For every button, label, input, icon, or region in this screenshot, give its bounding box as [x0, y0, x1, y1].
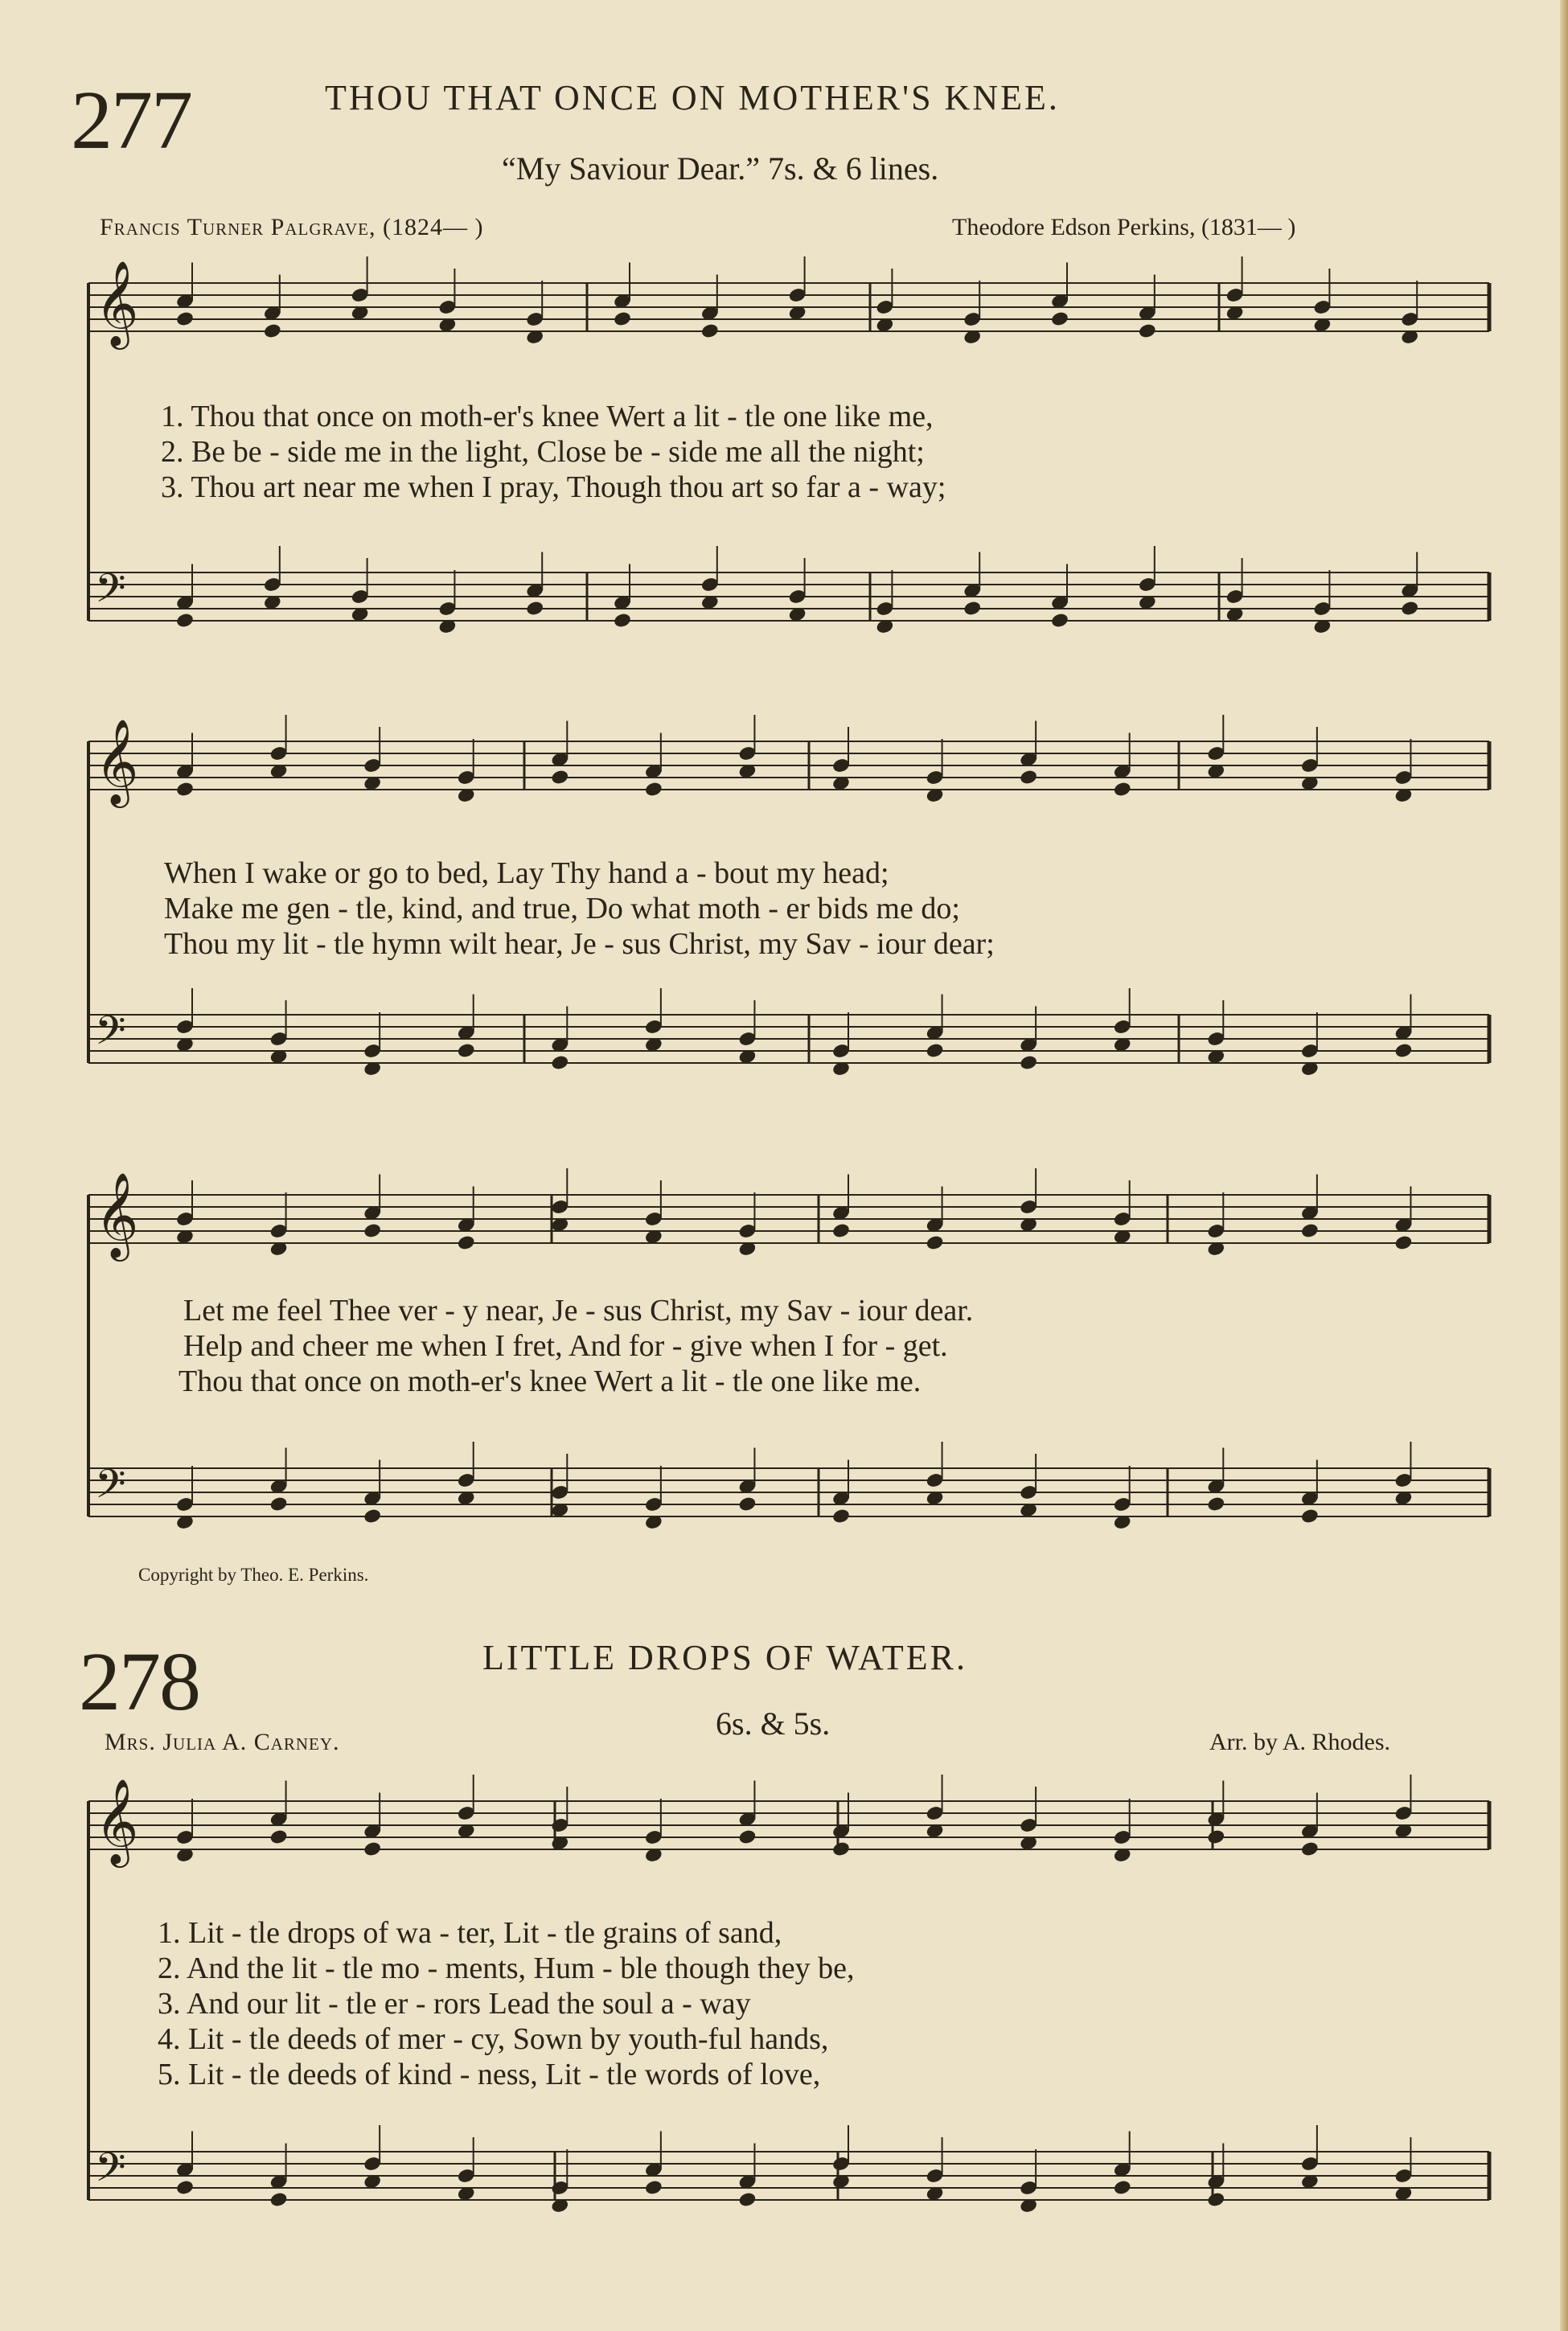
lyric-line: Let me feel Thee ver - y near, Je - sus Christ, my Sav - iour dear.: [183, 1294, 974, 1328]
lyric-line: Thou my lit - tle hymn wilt hear, Je - sus Christ, my Sav - iour dear;: [164, 927, 995, 961]
treble-note: [613, 310, 632, 327]
lyric-line: 1. Lit - tle drops of wa - ter, Lit - tle grains of sand,: [158, 1916, 782, 1950]
page-edge: [1560, 0, 1568, 2331]
treble-note: [831, 1841, 851, 1857]
bass-note: [175, 2179, 195, 2196]
treble-note: [1019, 769, 1038, 786]
lyric-line: 2. And the lit - tle mo - ments, Hum - ble though they be,: [158, 1951, 855, 1985]
bass-note: [550, 1054, 569, 1071]
treble-note: [175, 781, 195, 798]
treble-note: [1300, 1841, 1320, 1857]
copyright-notice: Copyright by Theo. E. Perkins.: [138, 1565, 369, 1585]
bass-note: [1206, 1496, 1225, 1512]
bass-note: [269, 2191, 289, 2208]
composer-278: Arr. by A. Rhodes.: [1209, 1729, 1390, 1755]
treble-note: [1113, 781, 1132, 798]
bass-note: [1019, 1054, 1038, 1071]
lyric-line: Make me gen - tle, kind, and true, Do what moth - er bids me do;: [164, 892, 960, 925]
treble-note: [1394, 1234, 1413, 1251]
treble-note: [1300, 1222, 1320, 1239]
treble-note: [1050, 310, 1069, 327]
treble-note: [363, 1222, 382, 1239]
treble-note: [737, 1828, 757, 1845]
treble-clef: 𝄞: [95, 1778, 139, 1864]
treble-clef: 𝄞: [95, 260, 139, 346]
treble-clef: 𝄞: [95, 1172, 139, 1258]
bass-clef: 𝄢: [95, 565, 126, 622]
treble-note: [926, 1234, 945, 1251]
bass-note: [1400, 600, 1419, 617]
bass-note: [363, 1508, 382, 1525]
treble-note: [1138, 322, 1157, 339]
hymn-title-277: THOU THAT ONCE ON MOTHER'S KNEE.: [325, 78, 1060, 117]
treble-clef: 𝄞: [95, 718, 139, 804]
bass-note: [926, 1042, 945, 1059]
composer-277: Theodore Edson Perkins, (1831— ): [952, 214, 1296, 240]
treble-note: [269, 1828, 289, 1845]
lyric-line: Help and cheer me when I fret, And for - give when I for - get.: [183, 1329, 948, 1363]
lyric-line: 1. Thou that once on moth-er's knee Wert a lit - tle one like me,: [161, 400, 934, 433]
bass-clef: 𝄢: [95, 1008, 126, 1064]
bass-clef: 𝄢: [95, 1461, 126, 1517]
hymn-number-277: 277: [71, 74, 191, 166]
tune-name-278: 6s. & 5s.: [716, 1705, 831, 1742]
bass-note: [525, 600, 544, 617]
bass-note: [613, 612, 632, 629]
bass-note: [737, 2191, 757, 2208]
treble-note: [700, 322, 720, 339]
lyric-line: Thou that once on moth-er's knee Wert a lit - tle one like me.: [179, 1365, 922, 1398]
bass-note: [1050, 612, 1069, 629]
bass-note: [175, 612, 195, 629]
lyric-line: 3. Thou art near me when I pray, Though thou art so far a - way;: [161, 470, 946, 504]
bass-note: [457, 1042, 476, 1059]
author-278: Mrs. Julia A. Carney.: [105, 1729, 340, 1755]
hymn-title-278: LITTLE DROPS OF WATER.: [482, 1638, 967, 1677]
bass-note: [737, 1496, 757, 1512]
treble-note: [1206, 1828, 1225, 1845]
bass-note: [269, 1496, 289, 1512]
lyric-line: 5. Lit - tle deeds of kind - ness, Lit - tle words of love,: [158, 2058, 821, 2091]
bass-note: [1394, 1042, 1413, 1059]
lyric-line: 3. And our lit - tle er - rors Lead the soul a - way: [158, 1987, 751, 2021]
treble-note: [644, 781, 663, 798]
bass-note: [831, 1508, 851, 1525]
treble-note: [457, 1234, 476, 1251]
lyric-line: 4. Lit - tle deeds of mer - cy, Sown by youth-ful hands,: [158, 2022, 829, 2056]
bass-note: [644, 2179, 663, 2196]
bass-note: [1113, 2179, 1132, 2196]
bass-note: [1300, 1508, 1320, 1525]
tune-name-277: “My Saviour Dear.” 7s. & 6 lines.: [502, 150, 939, 187]
bass-note: [963, 600, 982, 617]
treble-note: [175, 310, 195, 327]
author-277: Francis Turner Palgrave, (1824— ): [100, 214, 484, 240]
treble-note: [363, 1841, 382, 1857]
lyric-line: When I wake or go to bed, Lay Thy hand a - bout my head;: [164, 856, 889, 890]
hymn-number-278: 278: [79, 1635, 199, 1728]
bass-clef: 𝄢: [95, 2144, 126, 2201]
treble-note: [263, 322, 282, 339]
bass-note: [1206, 2191, 1225, 2208]
lyric-line: 2. Be be - side me in the light, Close be - side me all the night;: [161, 435, 925, 469]
treble-note: [550, 769, 569, 786]
treble-note: [831, 1222, 851, 1239]
